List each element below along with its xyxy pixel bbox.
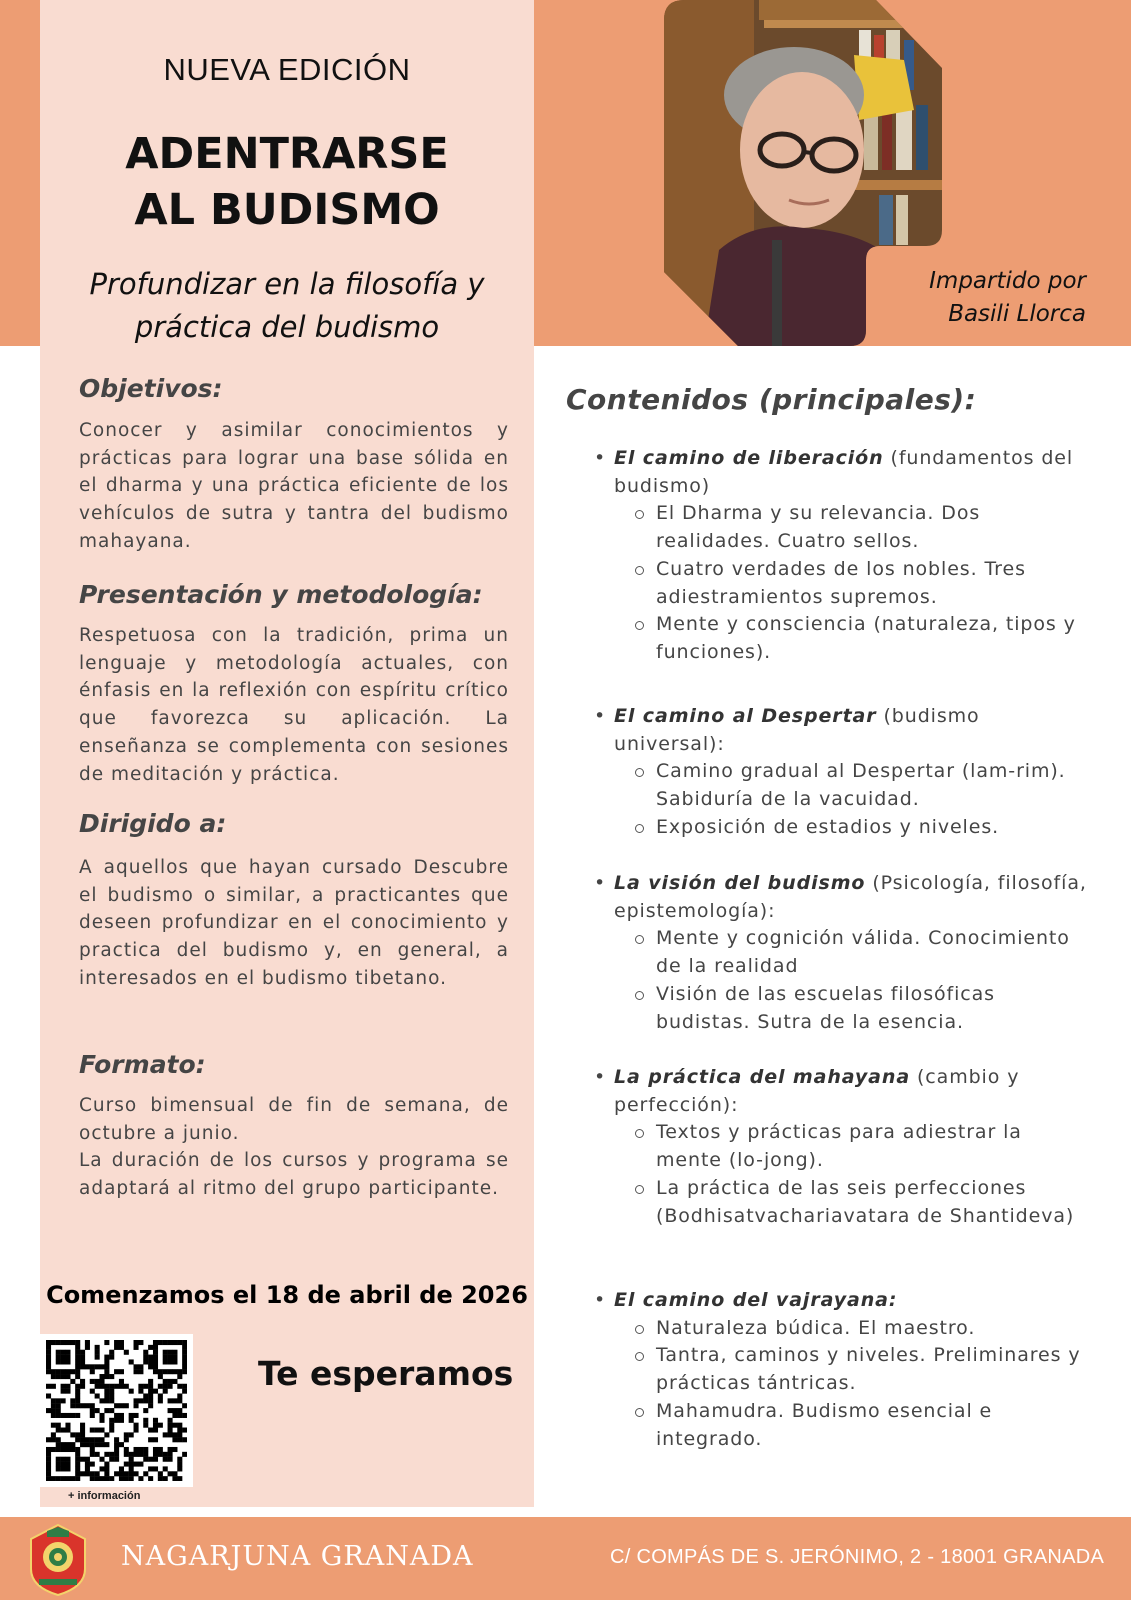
list-item: La práctica de las seis perfecciones (Bodhisatvachariavatara de Shantideva) bbox=[594, 1175, 1094, 1230]
footer-brand: NAGARJUNA GRANADA bbox=[121, 1541, 474, 1572]
objetivos-heading: Objetivos: bbox=[79, 374, 223, 403]
objetivos-text: Conocer y asimilar conocimientos y prácticas para lograr una base sólida en el dharma y una práctica eficiente de los vehículos de sutra y tantra del budismo mahayana. bbox=[79, 420, 509, 552]
content-group-liberacion bbox=[594, 445, 1094, 667]
list-item: Visión de las escuelas filosóficas budistas. Sutra de la esencia. bbox=[594, 981, 1094, 1036]
title-line-1: ADENTRARSE bbox=[125, 129, 449, 179]
formato-text-1: Curso bimensual de fin de semana, de octubre a junio. bbox=[79, 1095, 509, 1144]
content-group-despertar bbox=[594, 703, 1094, 842]
list-item: Mahamudra. Budismo esencial e integrado. bbox=[594, 1398, 1094, 1453]
contents-heading: Contenidos (principales): bbox=[566, 383, 977, 416]
list-item: Cuatro verdades de los nobles. Tres adiestramientos supremos. bbox=[594, 556, 1094, 611]
subtitle-line-1: Profundizar en la filosofía y bbox=[89, 267, 485, 301]
subtitle bbox=[40, 263, 534, 349]
instructor-photo bbox=[664, 0, 942, 346]
content-group-vision bbox=[594, 870, 1094, 1036]
content-group-vajrayana bbox=[594, 1287, 1094, 1453]
list-item: Exposición de estadios y niveles. bbox=[594, 814, 1094, 842]
group-title: • La práctica del mahayana (cambio y perfección): bbox=[594, 1064, 1094, 1119]
formato-heading: Formato: bbox=[79, 1050, 206, 1079]
group-title: • El camino de liberación (fundamentos del budismo) bbox=[594, 445, 1094, 500]
formato-text-2: La duración de los cursos y programa se adaptará al ritmo del grupo participante. bbox=[79, 1150, 509, 1200]
start-date: Comenzamos el 18 de abril de 2026 bbox=[46, 1281, 528, 1309]
list-item: Mente y cognición válida. Conocimiento de la realidad bbox=[594, 925, 1094, 980]
presentacion-heading: Presentación y metodología: bbox=[79, 580, 483, 609]
subtitle-line-2: práctica del budismo bbox=[134, 310, 440, 344]
instructor-credit bbox=[929, 265, 1086, 331]
welcome-text: Te esperamos bbox=[258, 1354, 514, 1393]
content-group-mahayana bbox=[594, 1064, 1094, 1230]
list-item: Textos y prácticas para adiestrar la mente (lo-jong). bbox=[594, 1119, 1094, 1174]
instructor-line-1: Impartido por bbox=[929, 268, 1086, 294]
list-item: Naturaleza búdica. El maestro. bbox=[594, 1315, 1094, 1343]
list-item: Mente y consciencia (naturaleza, tipos y funciones). bbox=[594, 611, 1094, 666]
list-item: Tantra, caminos y niveles. Preliminares y prácticas tántricas. bbox=[594, 1342, 1094, 1397]
footer-address: C/ COMPÁS DE S. JERÓNIMO, 2 - 18001 GRANADA bbox=[610, 1546, 1105, 1568]
qr-code[interactable] bbox=[40, 1334, 193, 1487]
instructor-name: Basili Llorca bbox=[948, 301, 1086, 327]
formato-text bbox=[79, 1092, 509, 1203]
nagarjuna-logo-icon bbox=[27, 1523, 89, 1597]
edition-label: NUEVA EDICIÓN bbox=[163, 52, 411, 87]
qr-code-icon bbox=[46, 1340, 187, 1481]
list-item: El Dharma y su relevancia. Dos realidades. Cuatro sellos. bbox=[594, 500, 1094, 555]
dirigido-text: A aquellos que hayan cursado Descubre el budismo o similar, a practicantes que deseen profundizar en el conocimiento y practica del budismo y, en general, a interesados en el budismo tibetano. bbox=[79, 857, 509, 989]
presentacion-text: Respetuosa con la tradición, prima un lenguaje y metodología actuales, con énfasis en la reflexión con espíritu crítico que favorezca su aplicación. La enseñanza se complementa con sesiones de meditación y práctica. bbox=[79, 625, 509, 785]
group-title: • La visión del budismo (Psicología, filosofía, epistemología): bbox=[594, 870, 1094, 925]
qr-caption: + información bbox=[68, 1490, 141, 1502]
page-title bbox=[40, 126, 534, 238]
group-title: • El camino al Despertar (budismo universal): bbox=[594, 703, 1094, 758]
dirigido-heading: Dirigido a: bbox=[79, 809, 227, 838]
title-line-2: AL BUDISMO bbox=[134, 185, 440, 235]
list-item: Camino gradual al Despertar (lam-rim). Sabiduría de la vacuidad. bbox=[594, 758, 1094, 813]
group-title: • El camino del vajrayana: bbox=[594, 1287, 1094, 1315]
